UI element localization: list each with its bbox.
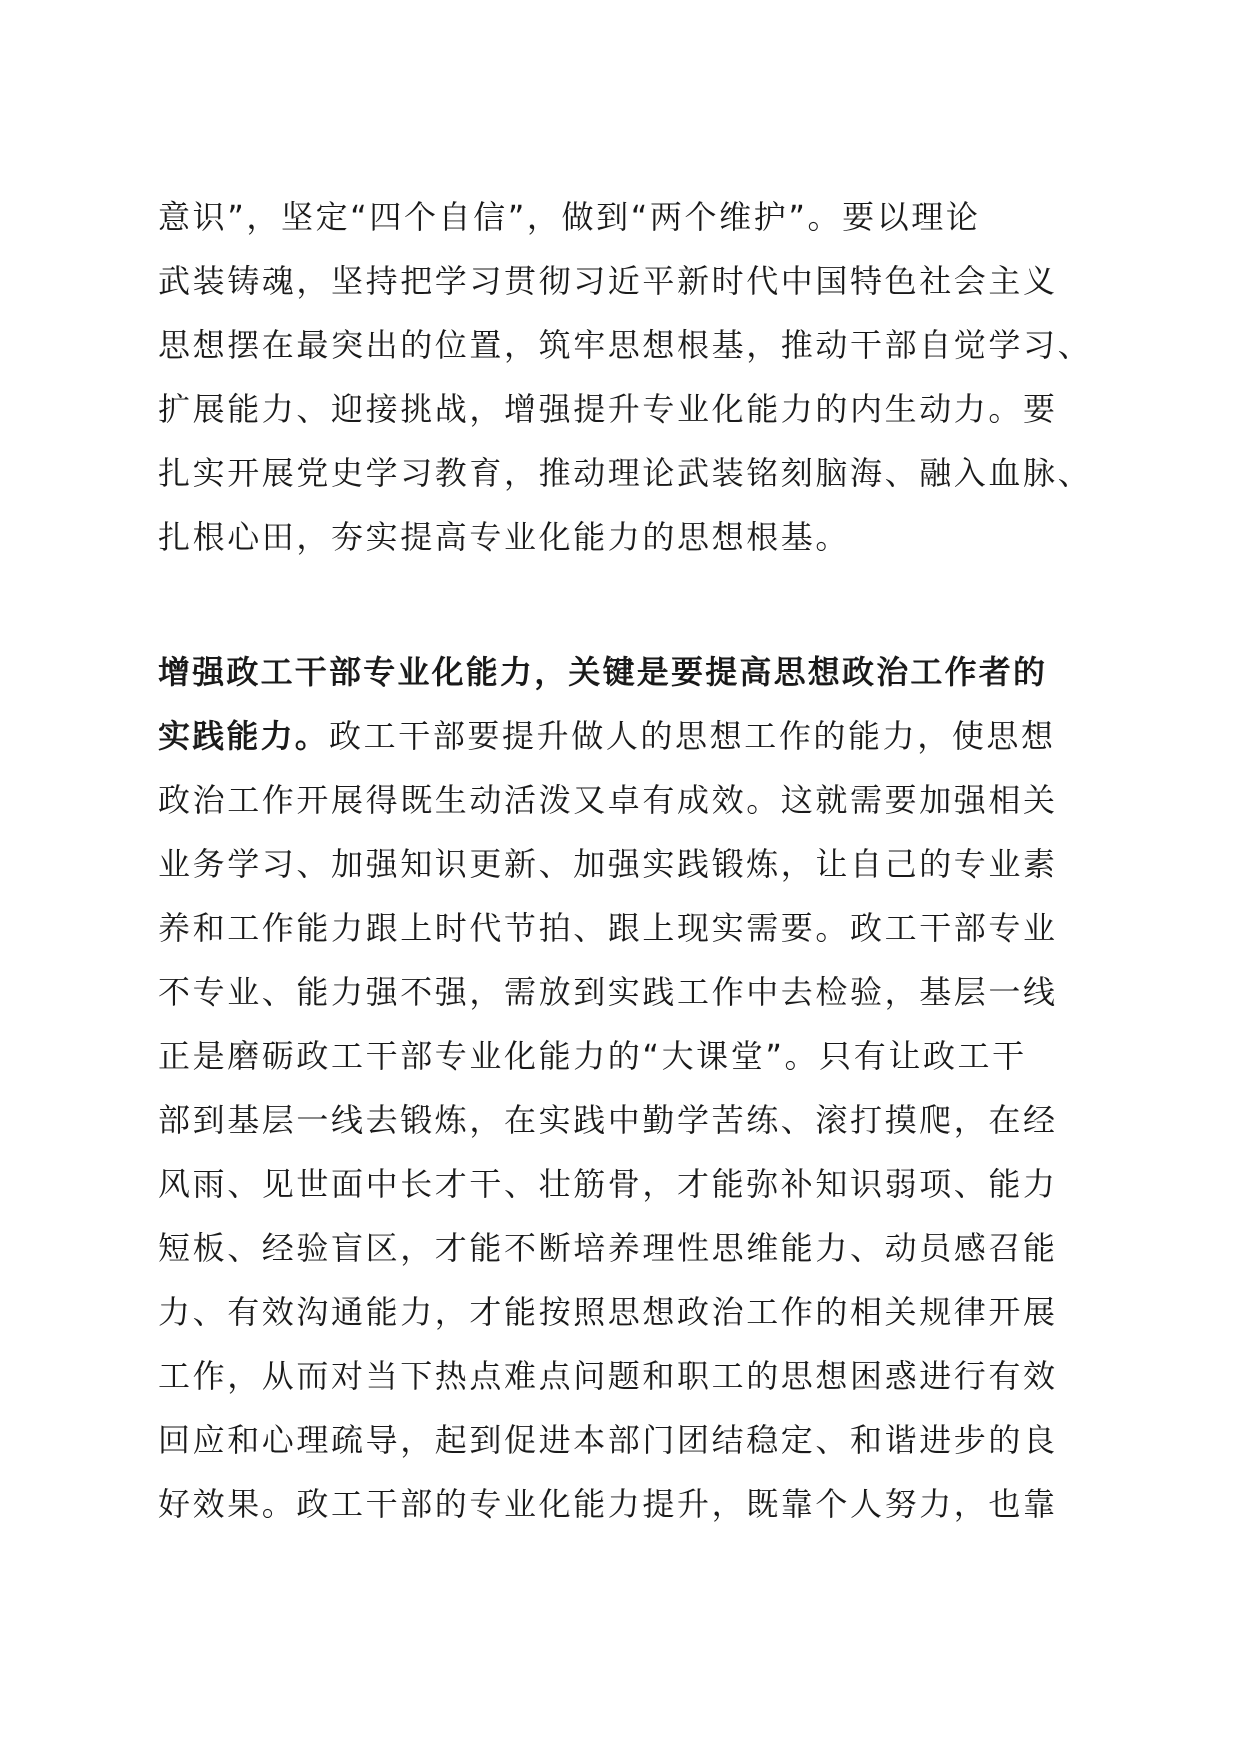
paragraph-line: 风雨、见世面中长才干、壮筋骨，才能弥补知识弱项、能力 — [158, 1165, 1058, 1203]
paragraph-line: 不专业、能力强不强，需放到实践工作中去检验，基层一线 — [158, 973, 1058, 1011]
paragraph-2 — [158, 640, 1098, 1536]
paragraph-line: 好效果。政工干部的专业化能力提升，既靠个人努力，也靠 — [158, 1485, 1058, 1523]
paragraph-1 — [158, 185, 1098, 569]
paragraph-line: 工作，从而对当下热点难点问题和职工的思想困惑进行有效 — [158, 1357, 1058, 1395]
paragraph-heading-line-2 — [158, 704, 1098, 768]
paragraph-heading-bold: 实践能力。 — [158, 717, 330, 755]
paragraph-line: 短板、经验盲区，才能不断培养理性思维能力、动员感召能 — [158, 1229, 1058, 1267]
paragraph-line: 养和工作能力跟上时代节拍、跟上现实需要。政工干部专业 — [158, 909, 1058, 947]
paragraph-heading-rest: 政工干部要提升做人的思想工作的能力，使思想 — [329, 717, 1056, 755]
paragraph-line: 扩展能力、迎接挑战，增强提升专业化能力的内生动力。要 — [158, 390, 1058, 428]
paragraph-line: 正是磨砺政工干部专业化能力的“大课堂”。只有让政工干 — [158, 1037, 1027, 1075]
paragraph-line: 部到基层一线去锻炼，在实践中勤学苦练、滚打摸爬，在经 — [158, 1101, 1058, 1139]
paragraph-line: 武装铸魂，坚持把学习贯彻习近平新时代中国特色社会主义 — [158, 262, 1058, 300]
paragraph-line: 业务学习、加强知识更新、加强实践锻炼，让自己的专业素 — [158, 845, 1058, 883]
paragraph-line: 政治工作开展得既生动活泼又卓有成效。这就需要加强相关 — [158, 781, 1058, 819]
paragraph-line: 思想摆在最突出的位置，筑牢思想根基，推动干部自觉学习、 — [158, 326, 1093, 364]
paragraph-heading-line: 增强政工干部专业化能力，关键是要提高思想政治工作者的 — [158, 653, 1048, 691]
paragraph-line: 扎实开展党史学习教育，推动理论武装铭刻脑海、融入血脉、 — [158, 454, 1093, 492]
paragraph-line: 意识”，坚定“四个自信”，做到“两个维护”。要以理论 — [158, 198, 981, 236]
paragraph-line: 回应和心理疏导，起到促进本部门团结稳定、和谐进步的良 — [158, 1421, 1058, 1459]
paragraph-line: 力、有效沟通能力，才能按照思想政治工作的相关规律开展 — [158, 1293, 1058, 1331]
paragraph-line: 扎根心田，夯实提高专业化能力的思想根基。 — [158, 518, 851, 556]
